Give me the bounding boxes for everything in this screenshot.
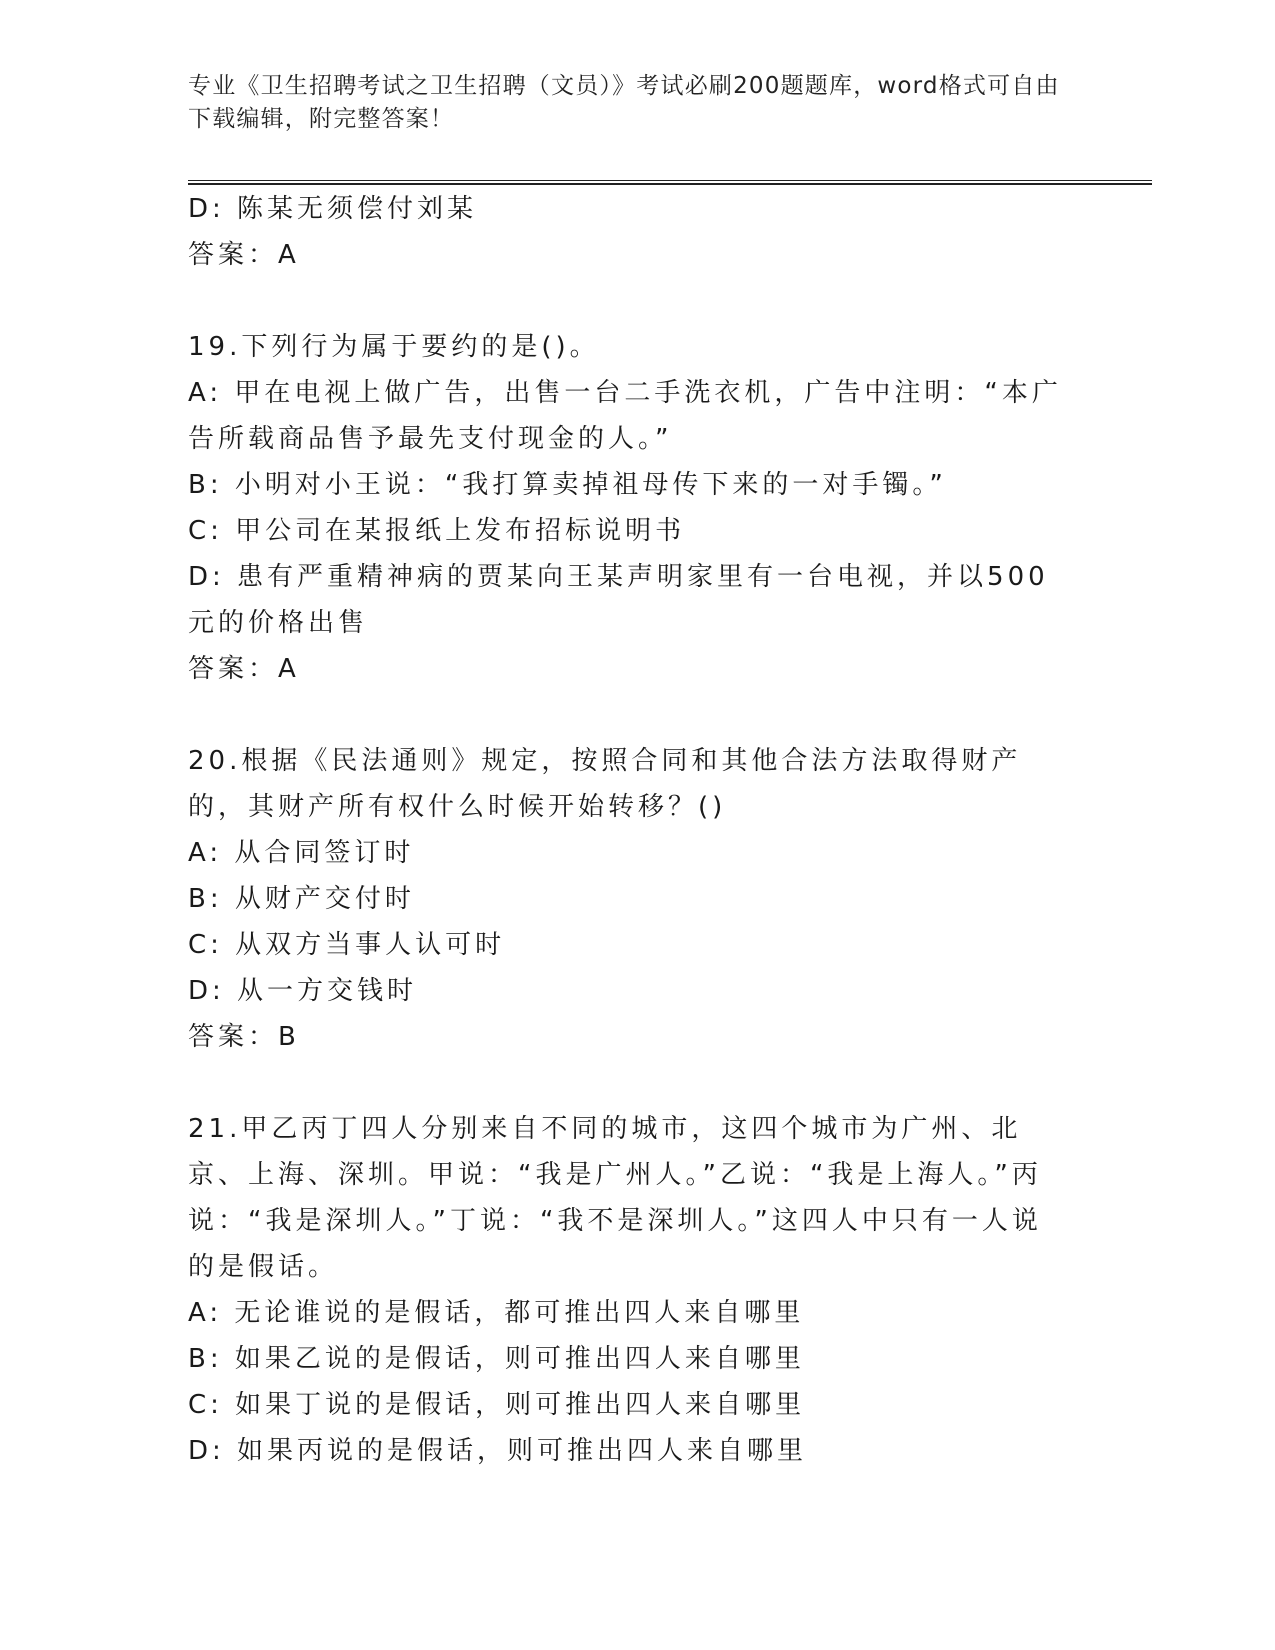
q19-option-c: C: 甲公司在某报纸上发布招标说明书 (188, 516, 686, 546)
q21-option-d: D: 如果丙说的是假话，则可推出四人来自哪里 (188, 1436, 808, 1466)
q20-option-c: C: 从双方当事人认可时 (188, 930, 506, 960)
header-divider-thin (188, 180, 1152, 181)
page-header: 专业《卫生招聘考试之卫生招聘（文员）》考试必刷200题题库，word格式可自由下载编辑，附完整答案！ (188, 73, 1060, 132)
q19-option-a: A: 甲在电视上做广告，出售一台二手洗衣机，广告中注明：“本广告所载商品售予最先支付现金的人。” (188, 378, 1062, 454)
q20-option-b: B: 从财产交付时 (188, 884, 415, 914)
q20-option-a: A: 从合同签订时 (188, 838, 415, 868)
question-19-stem: 19.下列行为属于要约的是()。 (188, 332, 600, 362)
q19-answer: 答案：A (188, 654, 300, 684)
spacer (188, 692, 1068, 738)
q21-option-a: A: 无论谁说的是假话，都可推出四人来自哪里 (188, 1298, 805, 1328)
q21-option-b: B: 如果乙说的是假话，则可推出四人来自哪里 (188, 1344, 805, 1374)
question-content (188, 186, 1068, 1474)
header-divider-thick (188, 183, 1152, 185)
spacer (188, 278, 1068, 324)
q20-option-d: D: 从一方交钱时 (188, 976, 418, 1006)
option-d: D: 陈某无须偿付刘某 (188, 194, 478, 224)
spacer (188, 1060, 1068, 1106)
question-20-stem: 20.根据《民法通则》规定，按照合同和其他合法方法取得财产的，其财产所有权什么时候开始转移？() (188, 746, 1022, 822)
q20-answer: 答案：B (188, 1022, 300, 1052)
q19-option-b: B: 小明对小王说：“我打算卖掉祖母传下来的一对手镯。” (188, 470, 947, 500)
question-21-stem: 21.甲乙丙丁四人分别来自不同的城市，这四个城市为广州、北京、上海、深圳。甲说：“我是广州人。”乙说：“我是上海人。”丙说：“我是深圳人。”丁说：“我不是深圳人。”这四人中只有一人说的是假话。 (188, 1114, 1042, 1282)
answer: 答案：A (188, 240, 300, 270)
q21-option-c: C: 如果丁说的是假话，则可推出四人来自哪里 (188, 1390, 806, 1420)
q19-option-d: D: 患有严重精神病的贾某向王某声明家里有一台电视，并以500元的价格出售 (188, 562, 1049, 638)
